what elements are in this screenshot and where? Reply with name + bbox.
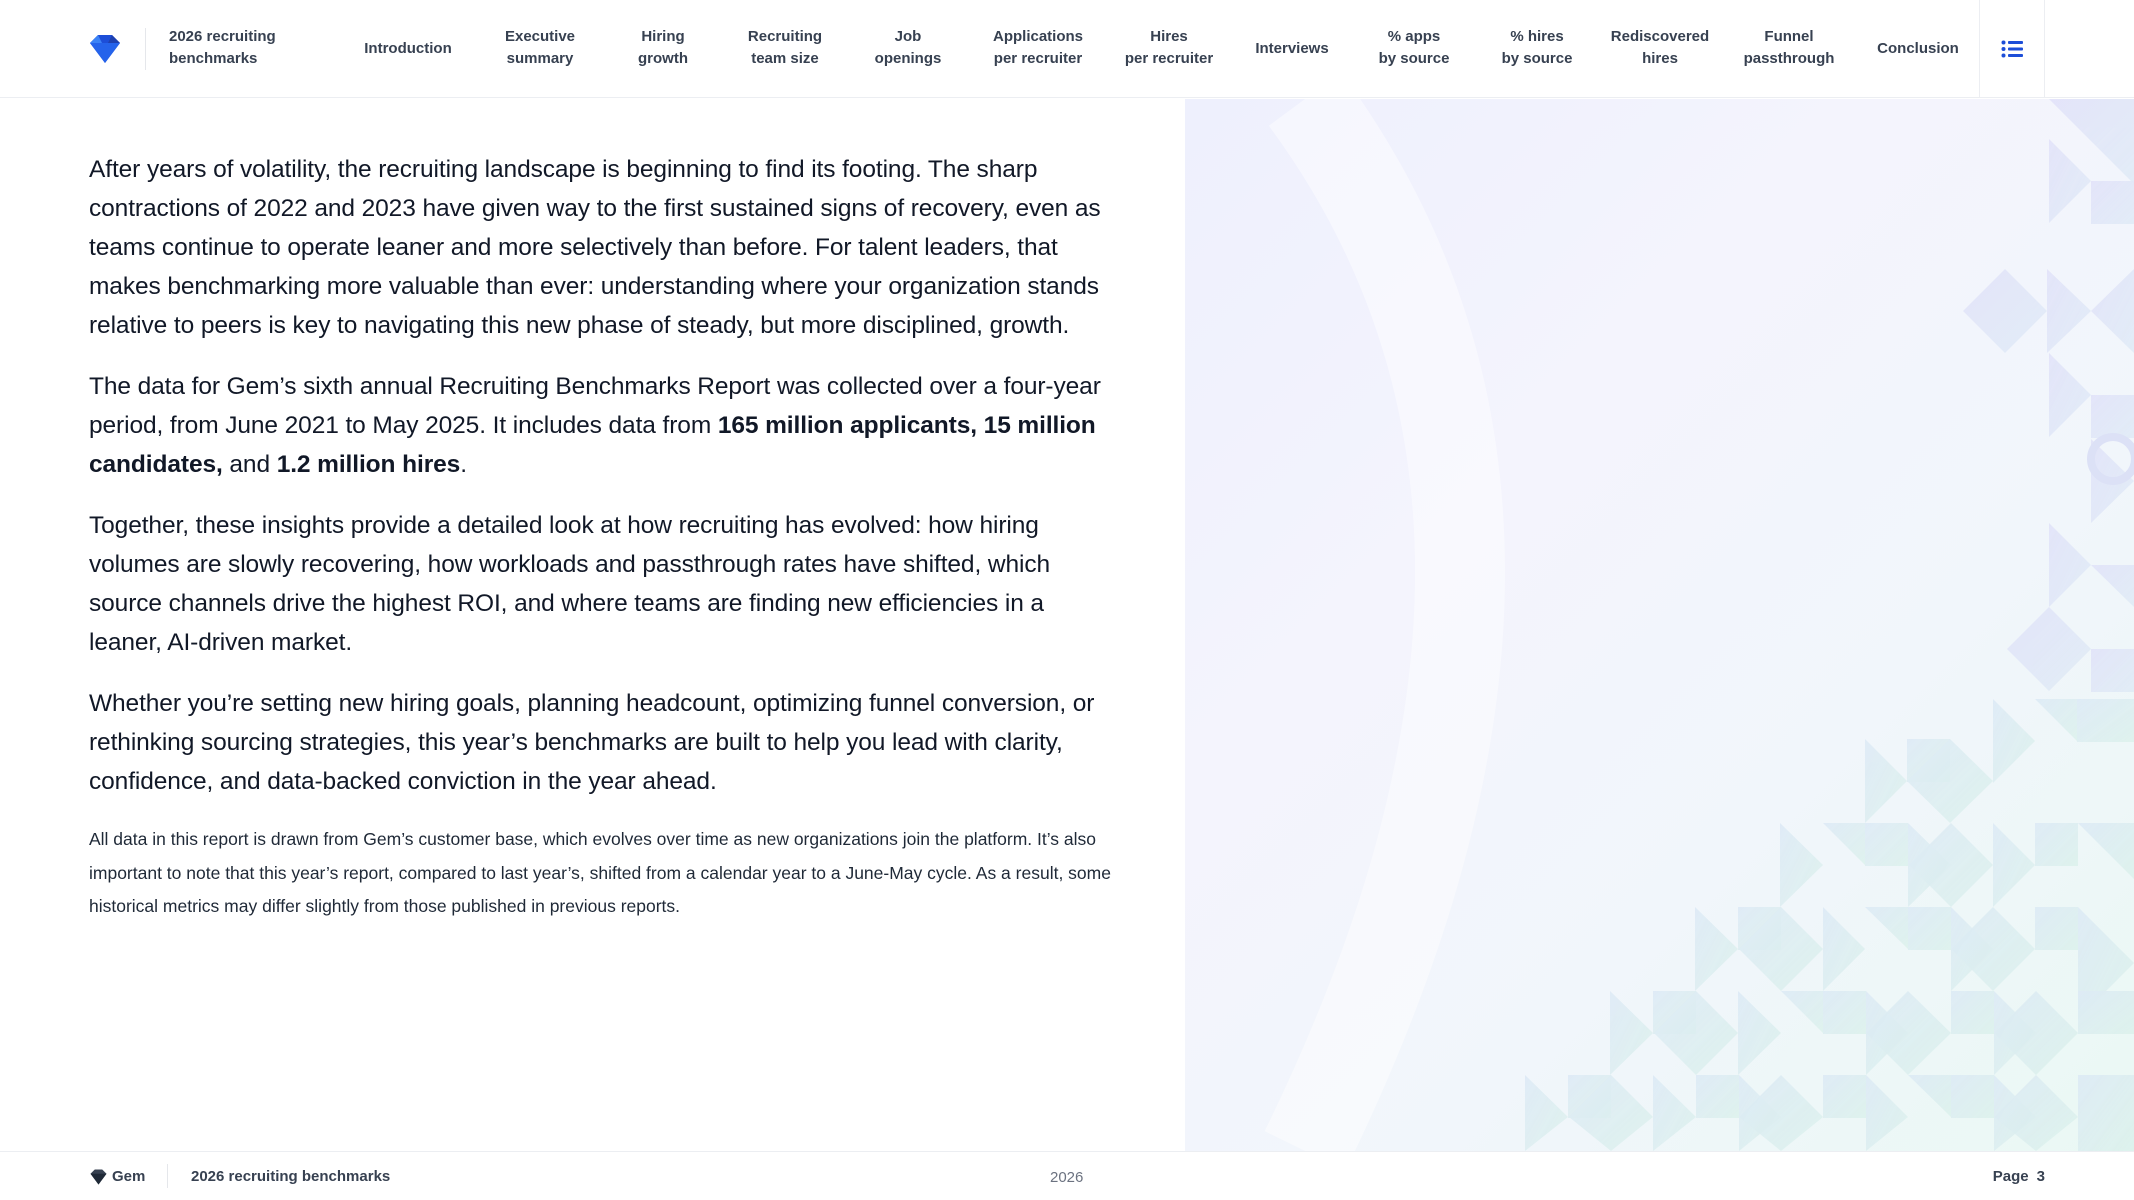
- nav-label: Conclusion: [1877, 40, 1959, 57]
- page-label: Page: [1992, 1168, 2029, 1185]
- paragraph-text: The data for Gem’s sixth annual Recruiting Benchmarks Report was collected over a four-year period, from June 2021 to May 2025. It includes data from: [89, 373, 1101, 439]
- nav-label: summary: [506, 50, 574, 67]
- nav-label: growth: [638, 50, 688, 67]
- page-number-value: 3: [2036, 1168, 2045, 1185]
- intro-paragraph-3: Together, these insights provide a detailed look at how recruiting has evolved: how hiring volumes are slowly recovering, how workloads and passthrough rates have shifted, which source channels drive the highest ROI, and where teams are finding new efficiencies in a leaner, AI-driven market.: [89, 512, 1051, 656]
- nav-label: by source: [1378, 50, 1450, 67]
- footer-report-title: 2026 recruiting benchmarks: [191, 1168, 391, 1185]
- nav-funnel-passthrough[interactable]: [1744, 26, 1835, 70]
- page-number: [1993, 1168, 2045, 1185]
- report-title[interactable]: 2026 recruiting benchmarks: [169, 28, 276, 67]
- nav-label: team size: [751, 50, 819, 67]
- top-navigation: [0, 0, 2134, 98]
- gem-logo-icon[interactable]: [88, 34, 122, 64]
- nav-conclusion[interactable]: [1877, 38, 1959, 60]
- nav-interviews[interactable]: [1255, 38, 1328, 60]
- nav-executive-summary[interactable]: [505, 26, 575, 70]
- nav-label: Hires: [1150, 28, 1188, 45]
- nav-apps-by-source[interactable]: [1379, 26, 1450, 70]
- nav-hiring-growth[interactable]: [638, 26, 688, 70]
- footer-year: 2026: [1050, 1169, 1084, 1186]
- nav-label: Applications: [992, 28, 1084, 45]
- nav-hires-by-source[interactable]: [1502, 26, 1573, 70]
- nav-label: % apps: [1387, 28, 1441, 45]
- page-footer: [0, 1151, 2134, 1200]
- nav-label: hires: [1642, 50, 1678, 67]
- nav-label: Introduction: [364, 40, 452, 57]
- nav-label: by source: [1501, 50, 1573, 67]
- gem-logo-icon: [89, 1169, 108, 1185]
- nav-job-openings[interactable]: [875, 26, 942, 70]
- nav-applications-per-recruiter[interactable]: [993, 26, 1083, 70]
- nav-label: Job: [894, 28, 922, 45]
- footer-logo-text: Gem: [112, 1168, 146, 1185]
- intro-paragraph-1: After years of volatility, the recruiting landscape is beginning to find its footing. The sharp contractions of 2022 and 2023 have given way to the first sustained signs of recovery, even as teams continue to operate leaner and more selectively than before. For talent leaders, that makes benchmarking more valuable than ever: understanding where your organization stands relative to peers is key to navigating this new phase of steady, but more disciplined, growth.: [89, 156, 1101, 339]
- nav-label: % hires: [1510, 28, 1564, 45]
- nav-rediscovered-hires[interactable]: [1611, 26, 1709, 70]
- nav-hires-per-recruiter[interactable]: [1125, 26, 1213, 70]
- intro-paragraph-2: [89, 367, 1119, 484]
- data-footnote: All data in this report is drawn from Gem’s customer base, which evolves over time as new organizations join the platform. It’s also important to note that this year’s report, compared to last year’s, shifted from a calendar year to a June-May cycle. As a result, some historical metrics may differ slightly from those published in previous reports.: [89, 829, 1111, 916]
- intro-content: [89, 150, 1119, 924]
- footer-divider: [167, 1164, 168, 1188]
- nav-label: Interviews: [1255, 40, 1329, 57]
- highlight-applicants-candidates: 165 million applicants, 15 million candidates,: [89, 412, 1096, 478]
- nav-label: passthrough: [1743, 50, 1835, 67]
- nav-label: Hiring: [641, 28, 685, 45]
- paragraph-text: and: [222, 451, 277, 478]
- geometric-pattern: [1185, 99, 2134, 1151]
- nav-label: per recruiter: [993, 50, 1083, 67]
- footer-logo[interactable]: [89, 1168, 145, 1185]
- nav-label: Rediscovered: [1610, 28, 1710, 45]
- intro-paragraph-4: Whether you’re setting new hiring goals, planning headcount, optimizing funnel conversion, or rethinking sourcing strategies, this year’s benchmarks are built to help you lead with clarity, confidence, and data-backed conviction in the year ahead.: [89, 690, 1095, 795]
- nav-divider: [145, 28, 146, 70]
- nav-introduction[interactable]: [364, 38, 451, 60]
- highlight-hires: 1.2 million hires: [276, 451, 461, 478]
- nav-label: Recruiting: [747, 28, 823, 45]
- nav-label: Executive: [504, 28, 576, 45]
- nav-label: openings: [874, 50, 942, 67]
- nav-label: Funnel: [1764, 28, 1814, 45]
- table-of-contents-button[interactable]: [1979, 0, 2045, 98]
- list-icon: [2001, 40, 2023, 58]
- decorative-illustration: [1185, 99, 2134, 1151]
- nav-label: per recruiter: [1124, 50, 1214, 67]
- nav-recruiting-team-size[interactable]: [748, 26, 822, 70]
- paragraph-text: .: [460, 451, 467, 478]
